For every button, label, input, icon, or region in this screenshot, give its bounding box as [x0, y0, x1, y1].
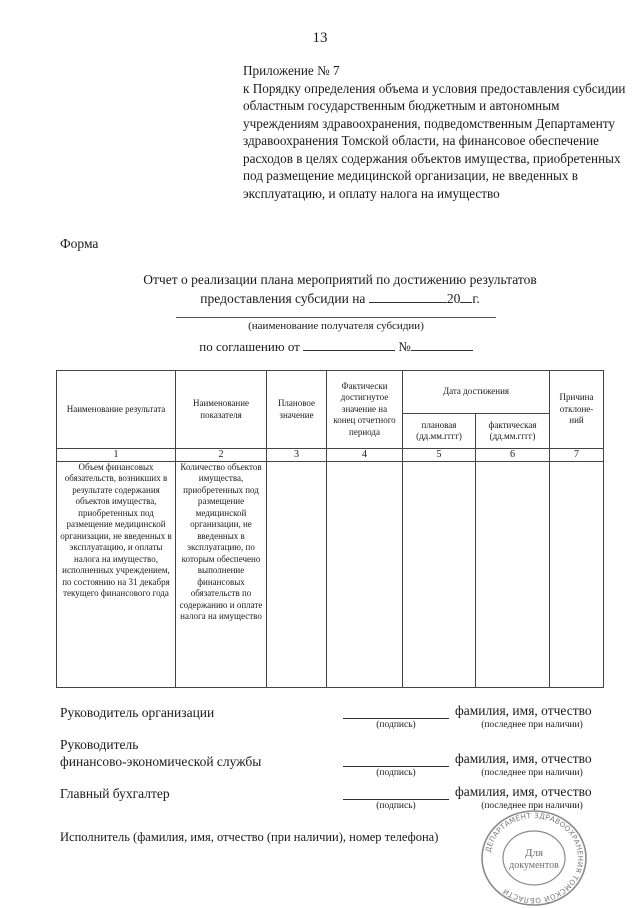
accountant-signature-line[interactable]: [343, 799, 449, 800]
column-number: 4: [327, 449, 403, 462]
report-title: [60, 270, 620, 308]
header-result-name: Наименование результата: [57, 371, 176, 449]
header-actual-value: Фактически достигнутое значение на конец отчетного периода: [327, 371, 403, 449]
finance-signature-hint: (подпись): [376, 768, 416, 778]
column-number: 5: [403, 449, 476, 462]
report-year-suffix: г.: [472, 291, 480, 306]
result-cell: Объем финансовых обязательств, возникших в результате содержания объектов имущества, приобретенных под размещение медицинской организации, не введенных в эксплуатацию, и оплаты налога на имущество, исполненных учреждением, по состоянию на 31 декабря текущего финансового года: [57, 461, 176, 687]
report-title-line2: [60, 289, 620, 308]
header-actual-date: фактическая (дд.мм.гггг): [476, 414, 550, 449]
agreement-date-blank[interactable]: [303, 338, 395, 351]
agreement-number-blank[interactable]: [411, 338, 473, 351]
report-year: 20: [446, 291, 461, 306]
header-deviation-reason: Причина отклоне-ний: [550, 371, 604, 449]
header-indicator-name: Наименование показателя: [176, 371, 267, 449]
finance-head-label-line1: Руководитель: [60, 737, 139, 752]
accountant-signature-hint: (подпись): [376, 801, 416, 811]
stamp-center-line1: Для: [524, 847, 544, 859]
finance-fio: фамилия, имя, отчество: [455, 751, 592, 766]
report-title-line1: Отчет о реализации плана мероприятий по достижению результатов: [143, 272, 537, 287]
accountant-label: Главный бухгалтер: [60, 786, 170, 801]
appendix-block: [243, 62, 628, 202]
header-planned-date: плановая (дд.мм.гггг): [403, 414, 476, 449]
column-number: 6: [476, 449, 550, 462]
deviation-reason-cell[interactable]: [550, 461, 604, 687]
agreement-number-label: №: [398, 339, 411, 354]
column-number: 7: [550, 449, 604, 462]
recipient-caption: (наименование получателя субсидии): [248, 320, 424, 332]
column-number: 3: [267, 449, 327, 462]
header-achievement-date: Дата достижения: [403, 371, 550, 414]
page-number: 13: [312, 30, 328, 46]
column-number: 1: [57, 449, 176, 462]
head-label: Руководитель организации: [60, 705, 215, 720]
recipient-name-line[interactable]: [176, 317, 496, 318]
results-table: [56, 370, 604, 688]
agreement-prefix: по соглашению от: [199, 339, 300, 354]
head-signature-line[interactable]: [343, 718, 449, 719]
finance-head-label: [60, 736, 261, 770]
planned-date-cell[interactable]: [403, 461, 476, 687]
appendix-title: Приложение № 7: [243, 63, 340, 78]
finance-signature-line[interactable]: [343, 766, 449, 767]
actual-date-cell[interactable]: [476, 461, 550, 687]
year-blank[interactable]: [460, 290, 472, 303]
form-label: Форма: [60, 236, 99, 251]
planned-value-cell[interactable]: [267, 461, 327, 687]
accountant-fio-hint: (последнее при наличии): [481, 801, 583, 811]
indicator-cell: Количество объектов имущества, приобретенных под размещение медицинской организации, не введенных в эксплуатацию, по которым обеспечено выполнение финансовых обязательств по содержанию и оплате налога на имущество: [176, 461, 267, 687]
finance-head-label-line2: финансово-экономической службы: [60, 754, 262, 769]
stamp-outer-text: ДЕПАРТАМЕНТ ЗДРАВООХРАНЕНИЯ ТОМСКОЙ ОБЛАСТИ: [483, 810, 586, 906]
header-planned-value: Плановое значение: [267, 371, 327, 449]
accountant-fio: фамилия, имя, отчество: [455, 784, 592, 799]
actual-value-cell[interactable]: [327, 461, 403, 687]
head-signature-hint: (подпись): [376, 720, 416, 730]
head-fio-hint: (последнее при наличии): [481, 720, 583, 730]
date-blank[interactable]: [369, 290, 447, 303]
finance-fio-hint: (последнее при наличии): [481, 768, 583, 778]
stamp-center-line2: документов: [509, 860, 559, 871]
appendix-text: к Порядку определения объема и условия предоставления субсидии областным государственным бюджетным и автономным учреждениям здравоохранения, подведомственным Департаменту здравоохранения Томской области, на финансовое обеспечение расходов в целях содержания объектов имущества, приобретенных под размещение медицинской организации, не введенных в эксплуатацию, и оплату налога на имущество: [243, 80, 626, 201]
column-number: 2: [176, 449, 267, 462]
report-title-prefix: предоставления субсидии на: [200, 291, 366, 306]
department-stamp: [478, 808, 590, 908]
head-fio: фамилия, имя, отчество: [455, 703, 592, 718]
agreement-line: [176, 338, 496, 355]
executor-label: Исполнитель (фамилия, имя, отчество (при наличии), номер телефона): [60, 830, 439, 844]
